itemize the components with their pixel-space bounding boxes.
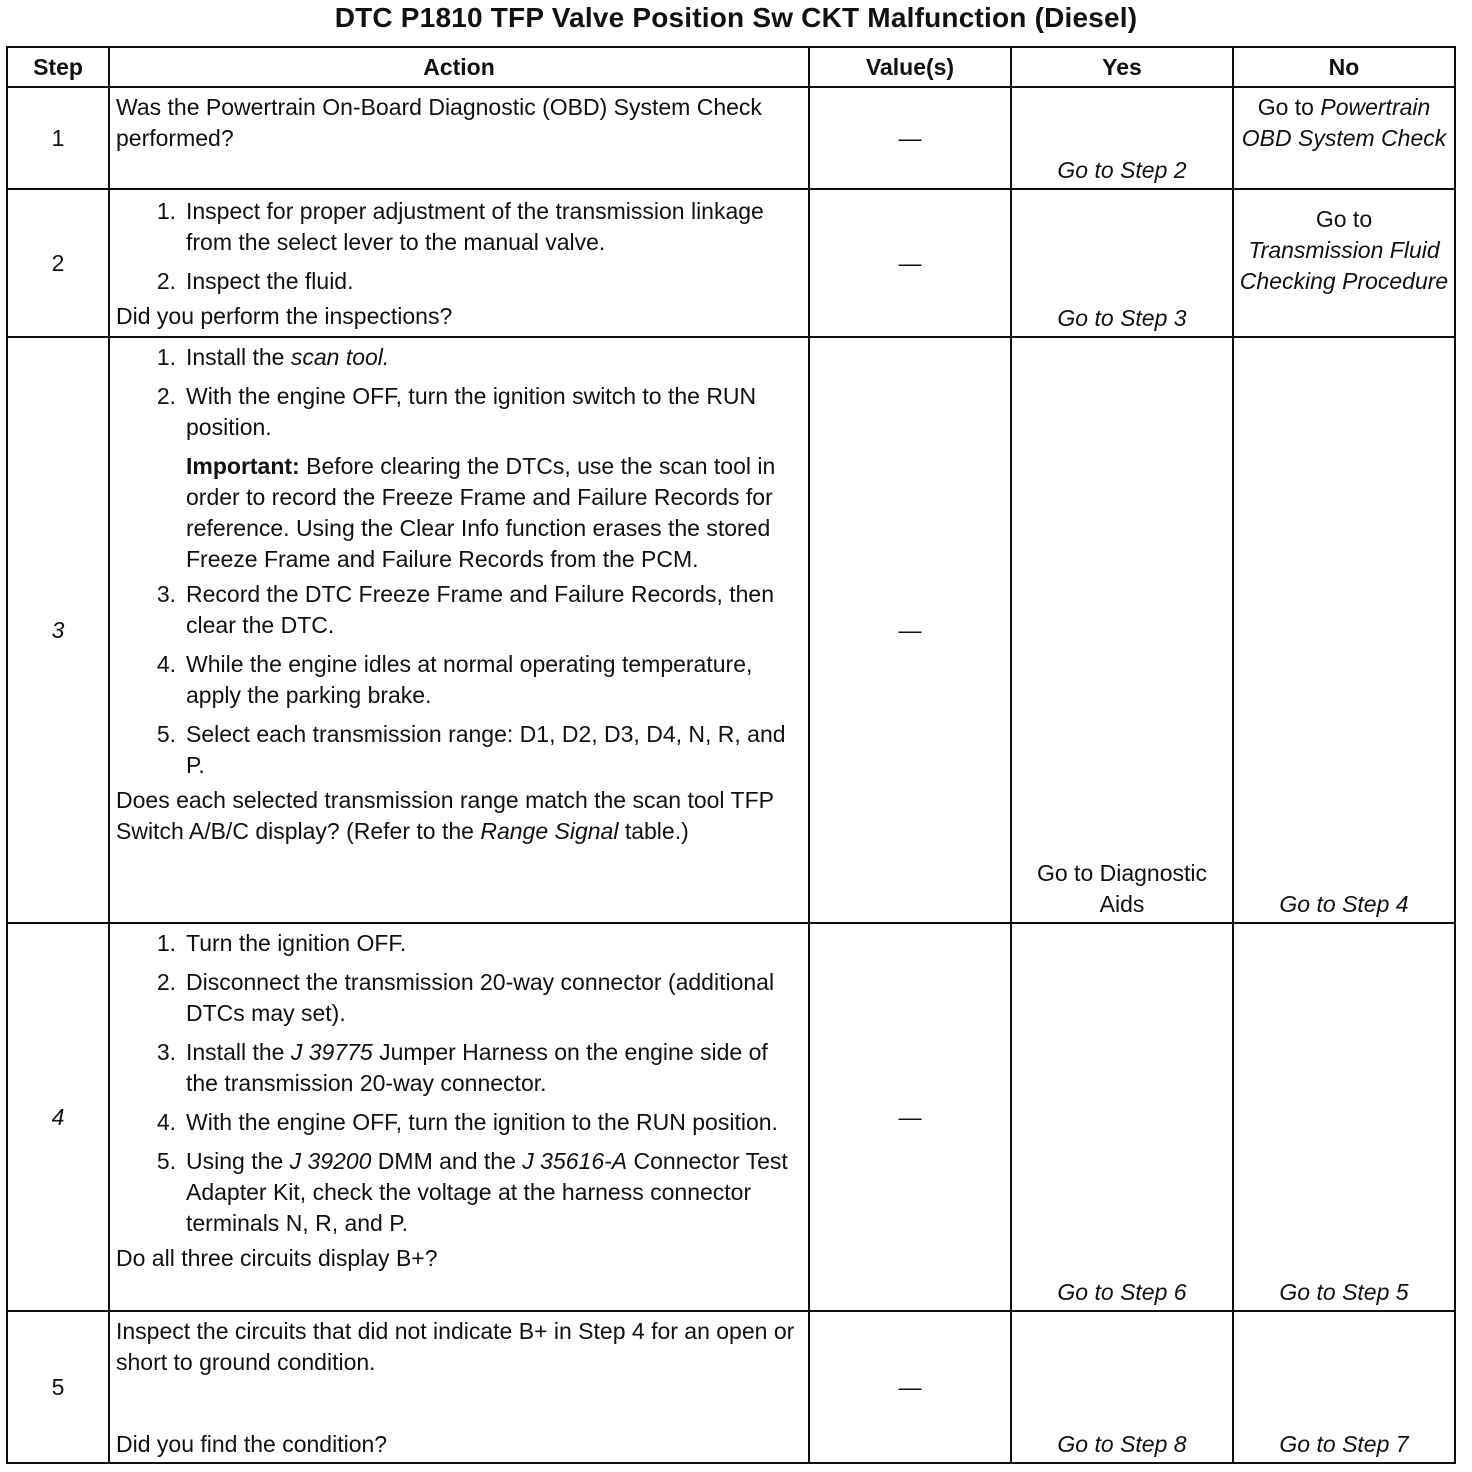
list-item: [116, 342, 804, 373]
yes-cell: [1011, 87, 1233, 189]
value-cell: —: [809, 1311, 1011, 1463]
item-number: 4.: [156, 1109, 176, 1135]
action-cell: [109, 337, 809, 923]
list-item: [116, 196, 804, 258]
item-text: Turn the ignition OFF.: [186, 930, 407, 956]
step-number: 2: [7, 189, 109, 337]
item-number: 1.: [156, 930, 176, 956]
action-text: Was the Powertrain On-Board Diagnostic (OBD) System Check performed?: [116, 94, 762, 151]
item-number: 3.: [156, 581, 176, 607]
step-number: 3: [7, 337, 109, 923]
item-text: Inspect the fluid.: [186, 268, 354, 294]
tool-j39775[interactable]: J 39775: [290, 1039, 373, 1065]
important-label: Important:: [186, 453, 300, 479]
action-cell: [109, 87, 809, 189]
no-link[interactable]: Powertrain OBD System Check: [1241, 94, 1447, 151]
no-link[interactable]: Go to Step 7: [1279, 1431, 1409, 1457]
item-text: Disconnect the transmission 20-way connector (additional DTCs may set).: [186, 969, 775, 1026]
step-number: 4: [7, 923, 109, 1311]
list-item: [116, 266, 804, 297]
no-prefix: Go to: [1257, 94, 1321, 120]
header-row: [7, 47, 1455, 87]
no-link[interactable]: Transmission Fluid Checking Procedure: [1239, 237, 1449, 294]
item-text: With the engine OFF, turn the ignition to the RUN position.: [186, 1109, 778, 1135]
item-number: 3.: [156, 1039, 176, 1065]
action-cell: [109, 1311, 809, 1463]
yes-link[interactable]: Go to Step 2: [1057, 157, 1187, 183]
item-number: 4.: [156, 651, 176, 677]
action-cell: [109, 189, 809, 337]
yes-link[interactable]: Go to Step 3: [1057, 305, 1187, 331]
list-item: [116, 579, 804, 641]
no-cell: [1233, 87, 1455, 189]
item-number: 5.: [156, 1148, 176, 1174]
item-number: 2.: [156, 268, 176, 294]
list-item: [116, 1037, 804, 1099]
no-cell: [1233, 337, 1455, 923]
diagnostic-table: [6, 46, 1456, 1464]
item-text: Record the DTC Freeze Frame and Failure Records, then clear the DTC.: [186, 581, 775, 638]
yes-link[interactable]: Go to Step 6: [1057, 1279, 1187, 1305]
no-cell: [1233, 189, 1455, 337]
item-number: 5.: [156, 721, 176, 747]
yes-cell: [1011, 337, 1233, 923]
yes-cell: [1011, 189, 1233, 337]
question-text: Does each selected transmission range match the scan tool TFP Switch A/B/C display? (Refer to the Range Signal table.): [116, 787, 774, 844]
action-cell: [109, 923, 809, 1311]
no-cell: [1233, 923, 1455, 1311]
item-text: Select each transmission range: D1, D2, D3, D4, N, R, and P.: [186, 721, 786, 778]
list-item: [116, 928, 804, 959]
question-text: Did you perform the inspections?: [116, 303, 453, 329]
item-text: Install the J 39775 Jumper Harness on the engine side of the transmission 20-way connector.: [186, 1039, 768, 1096]
value-cell: —: [809, 87, 1011, 189]
page-title: DTC P1810 TFP Valve Position Sw CKT Malfunction (Diesel): [334, 2, 1138, 33]
list-item: [116, 381, 804, 443]
scan-tool-link[interactable]: scan tool.: [290, 344, 390, 370]
list-item: [116, 649, 804, 711]
header-values: Value(s): [809, 47, 1011, 87]
header-step: Step: [7, 47, 109, 87]
table-row: [7, 189, 1455, 337]
header-action: Action: [109, 47, 809, 87]
important-text: Before clearing the DTCs, use the scan tool in order to record the Freeze Frame and Failure Records for reference. Using the Clear Info function erases the stored Freeze Frame and Failure Records from the PCM.: [186, 453, 776, 572]
table-row: [7, 923, 1455, 1311]
item-number: 2.: [156, 969, 176, 995]
list-item: [116, 1146, 804, 1239]
yes-link[interactable]: Go to Step 8: [1057, 1431, 1187, 1457]
no-link[interactable]: Go to Step 5: [1279, 1279, 1409, 1305]
action-text: Inspect the circuits that did not indicate B+ in Step 4 for an open or short to ground condition.: [116, 1318, 795, 1375]
tool-j35616a[interactable]: J 35616-A: [522, 1148, 628, 1174]
item-number: 2.: [156, 383, 176, 409]
important-note: [186, 451, 804, 575]
item-number: 1.: [156, 344, 176, 370]
no-cell: [1233, 1311, 1455, 1463]
item-text: While the engine idles at normal operating temperature, apply the parking brake.: [186, 651, 753, 708]
no-prefix: Go to: [1315, 206, 1373, 232]
table-row: [7, 87, 1455, 189]
value-cell: —: [809, 189, 1011, 337]
range-signal-link[interactable]: Range Signal: [480, 818, 619, 844]
yes-link[interactable]: Go to Diagnostic Aids: [1036, 860, 1208, 917]
item-text: Using the J 39200 DMM and the J 35616-A Connector Test Adapter Kit, check the voltage at the harness connector terminals N, R, and P.: [186, 1148, 788, 1236]
table-row: [7, 337, 1455, 923]
step-number: 1: [7, 87, 109, 189]
question-text: Did you find the condition?: [116, 1431, 388, 1457]
question-text: Do all three circuits display B+?: [116, 1245, 438, 1271]
no-link[interactable]: Go to Step 4: [1279, 891, 1409, 917]
item-text: Inspect for proper adjustment of the transmission linkage from the select lever to the manual valve.: [186, 198, 764, 255]
list-item: [116, 719, 804, 781]
yes-cell: [1011, 923, 1233, 1311]
tool-j39200[interactable]: J 39200: [289, 1148, 372, 1174]
table-row: [7, 1311, 1455, 1463]
value-cell: —: [809, 337, 1011, 923]
value-cell: —: [809, 923, 1011, 1311]
item-number: 1.: [156, 198, 176, 224]
item-text: With the engine OFF, turn the ignition switch to the RUN position.: [186, 383, 757, 440]
yes-cell: [1011, 1311, 1233, 1463]
list-item: [116, 967, 804, 1029]
item-text: Install the scan tool.: [186, 344, 390, 370]
step-number: 5: [7, 1311, 109, 1463]
header-yes: Yes: [1011, 47, 1233, 87]
list-item: [116, 1107, 804, 1138]
action-list: [116, 196, 804, 297]
header-no: No: [1233, 47, 1455, 87]
